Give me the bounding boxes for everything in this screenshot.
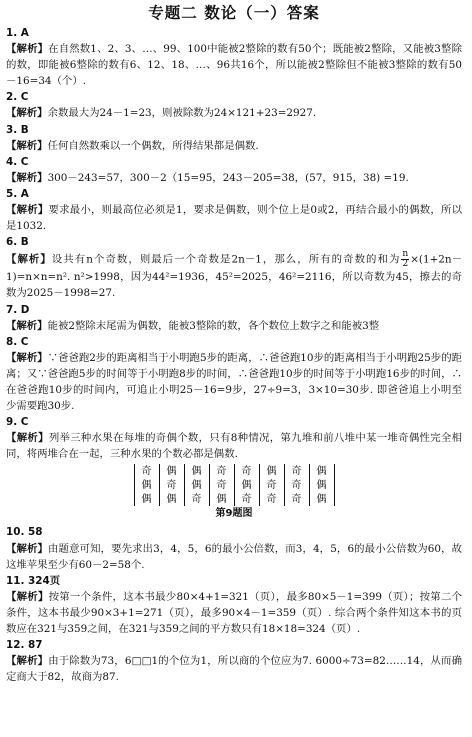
explanation bbox=[6, 541, 462, 573]
explanation-text: 列举三种水果在每堆的奇偶个数，只有8种情况，第九堆和前八堆中某一堆奇偶性完全相同，将两堆合在一起，三种水果的个数必都是偶数. bbox=[6, 432, 463, 461]
answer-11 bbox=[6, 573, 462, 637]
parity-table bbox=[134, 464, 335, 506]
parity-figure bbox=[6, 464, 462, 506]
analysis-tag: 【解析】 bbox=[6, 171, 48, 184]
answer-number: 6. B bbox=[6, 236, 29, 249]
answer-6 bbox=[6, 234, 462, 301]
answer-10 bbox=[6, 524, 462, 572]
answer-5 bbox=[6, 186, 462, 234]
parity-cell: 偶 bbox=[309, 492, 334, 506]
analysis-tag: 【解析】 bbox=[6, 351, 48, 364]
explanation-text: 按第一个条件，这本书最少80×4+1=321（页），最多80×5－1=399（页）；按第二个条件，这本书最少90×3+1=271（页），最多90×4－1=359（页）. 综合两个条件知这本书的页数应在321与359之间，在321与359之间的平方数只有18×18=324（页）. bbox=[6, 590, 462, 635]
answer-1 bbox=[6, 25, 462, 89]
explanation-text: 设共有n个奇数，则最后一个奇数是2n－1，那么，所有的奇数的和为 bbox=[51, 253, 401, 266]
explanation-text: 300－243=57，300－2（15=95，243－205=38，(57，915，38) =19. bbox=[47, 171, 409, 184]
parity-cell: 奇 bbox=[259, 478, 284, 492]
parity-cell: 奇 bbox=[284, 492, 309, 506]
explanation bbox=[6, 318, 462, 334]
page-title: 专题二 数论（一）答案 bbox=[148, 4, 320, 22]
explanation bbox=[6, 350, 462, 414]
answer-number: 1. A bbox=[6, 27, 29, 39]
explanation bbox=[6, 653, 462, 685]
answer-number: 4. C bbox=[6, 155, 29, 168]
explanation-text-cont: ×(1+2n－1)=n×n=n². n²>1998，因为44²=1936，45²=2025，46²=2116，所以奇数为45，擦去的奇数为2025－1998=27. bbox=[6, 253, 462, 300]
explanation-text: 能被2整除末尾需为偶数，能被3整除的数，各个数位上数字之和能被3整 bbox=[47, 319, 380, 332]
answer-number: 2. C bbox=[6, 91, 29, 104]
analysis-tag: 【解析】 bbox=[6, 590, 49, 603]
parity-cell: 偶 bbox=[134, 492, 159, 506]
explanation-text: 要求最小，则最高位必须是1，要求是偶数，则个位上是0或2，再结合最小的偶数，所以是1032. bbox=[6, 204, 462, 233]
answer-4 bbox=[6, 154, 462, 186]
explanation-text: 任何自然数乘以一个偶数，所得结果都是偶数. bbox=[47, 139, 259, 152]
explanation bbox=[6, 430, 462, 462]
parity-row bbox=[134, 464, 334, 478]
explanation-text: 在自然数1、2、3、…、99、100中能被2整除的数有50个；既能被2整除，又能被3整除的数，即能被6整除的数有6、12、18、…、96共16个，所以能被2整除但不能被3整除的数有50－16=34（个）. bbox=[6, 43, 462, 88]
fraction bbox=[401, 250, 409, 269]
parity-cell: 奇 bbox=[209, 478, 234, 492]
analysis-tag: 【解析】 bbox=[6, 43, 49, 56]
answer-number: 12. 87 bbox=[6, 639, 43, 652]
parity-cell: 奇 bbox=[134, 464, 159, 478]
explanation bbox=[6, 250, 462, 301]
analysis-tag: 【解析】 bbox=[6, 253, 52, 266]
parity-cell: 奇 bbox=[259, 492, 284, 506]
answer-number: 5. A bbox=[6, 187, 29, 200]
answer-number: 11. 324页 bbox=[6, 574, 61, 587]
answer-12 bbox=[6, 637, 462, 685]
parity-cell: 偶 bbox=[309, 478, 334, 492]
figure-caption: 第9题图 bbox=[215, 508, 253, 520]
explanation bbox=[6, 202, 462, 234]
explanation-text: 余数最大为24－1=23，则被除数为24×121+23=2927. bbox=[47, 107, 317, 120]
answer-2 bbox=[6, 89, 462, 121]
parity-cell: 奇 bbox=[234, 492, 259, 506]
analysis-tag: 【解析】 bbox=[6, 107, 48, 120]
parity-cell: 偶 bbox=[209, 492, 234, 506]
fraction-denominator: 2 bbox=[402, 259, 409, 270]
analysis-tag: 【解析】 bbox=[6, 655, 49, 668]
parity-cell: 偶 bbox=[184, 464, 209, 478]
explanation-text: ∵爸爸跑2步的距离相当于小明跑5步的距离，∴爸爸跑10步的距离相当于小明跑25步的距离；又∵爸爸跑5步的时间等于小明跑8步的时间，∴爸爸跑10步的时间等于小明跑16步的时间，∴在爸爸跑10步的时间内，可追止小明25－16=9步，27÷9=3，3×10=30步. 即爸爸追上小明至少需要跑30步. bbox=[6, 351, 463, 413]
parity-cell: 奇 bbox=[234, 464, 259, 478]
answer-number: 10. 58 bbox=[6, 526, 43, 539]
answer-number: 8. C bbox=[6, 335, 29, 348]
answer-number: 7. D bbox=[6, 303, 30, 316]
analysis-tag: 【解析】 bbox=[6, 204, 49, 217]
analysis-tag: 【解析】 bbox=[6, 432, 49, 445]
parity-cell: 奇 bbox=[284, 478, 309, 492]
parity-cell: 奇 bbox=[159, 478, 184, 492]
parity-cell: 偶 bbox=[184, 478, 209, 492]
answer-8 bbox=[6, 334, 462, 414]
explanation bbox=[6, 41, 462, 89]
parity-cell: 偶 bbox=[309, 464, 334, 478]
parity-cell: 奇 bbox=[209, 464, 234, 478]
answer-7 bbox=[6, 302, 462, 334]
answer-number: 3. B bbox=[6, 123, 29, 136]
parity-cell: 偶 bbox=[159, 492, 184, 506]
parity-cell: 奇 bbox=[284, 464, 309, 478]
explanation-text: 由于除数为73，6□□1的个位为1，所以商的个位应为7. 6000÷73=82……14，从而确定商大于82，故商为87. bbox=[6, 655, 462, 684]
parity-row bbox=[134, 478, 334, 492]
answer-number: 9. C bbox=[6, 416, 29, 429]
explanation-text: 由题意可知，要先求出3，4，5，6的最小公倍数，而3，4，5，6的最小公倍数为60，故这堆苹果至少有60－2=58个. bbox=[6, 542, 462, 571]
answer-3 bbox=[6, 122, 462, 154]
explanation bbox=[6, 589, 462, 637]
parity-cell: 奇 bbox=[184, 492, 209, 506]
explanation bbox=[6, 138, 462, 154]
explanation bbox=[6, 105, 462, 121]
parity-cell: 偶 bbox=[134, 478, 159, 492]
parity-cell: 偶 bbox=[259, 464, 284, 478]
analysis-tag: 【解析】 bbox=[6, 542, 49, 555]
explanation bbox=[6, 170, 462, 186]
parity-cell: 偶 bbox=[159, 464, 184, 478]
parity-cell: 偶 bbox=[234, 478, 259, 492]
parity-row bbox=[134, 492, 334, 506]
fraction-numerator: n bbox=[402, 249, 409, 260]
analysis-tag: 【解析】 bbox=[6, 139, 48, 152]
analysis-tag: 【解析】 bbox=[6, 319, 48, 332]
answer-9 bbox=[6, 414, 462, 521]
